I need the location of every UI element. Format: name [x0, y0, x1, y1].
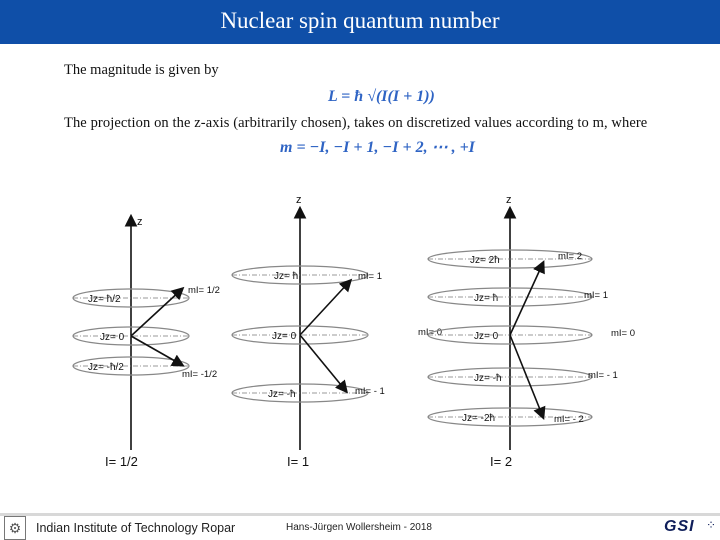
jz-label: Jz= -2ħ: [462, 413, 496, 424]
jz-label: Jz= 2ħ: [470, 255, 500, 266]
jz-label: Jz= ħ: [274, 271, 299, 282]
projection-formula: m = −I, −I + 1, −I + 2, ⋯ , +I: [280, 139, 475, 156]
mi-label: mI= - 2: [554, 414, 584, 425]
mi-label: mI= - 1: [355, 386, 385, 397]
institute-logo-icon: ⚙: [4, 516, 26, 540]
spin-vector: [131, 336, 182, 365]
mi-label: mI= 2: [558, 251, 583, 262]
z-axis-label-1: z: [137, 216, 143, 228]
mi-label: mI= 1/2: [188, 285, 220, 296]
mi-label: mI= 1: [358, 271, 383, 282]
mi-label: mI= -1/2: [182, 369, 218, 380]
jz-label: Jz= 0: [272, 331, 297, 342]
spin-vector: [510, 263, 543, 335]
spin-vector: [131, 289, 182, 336]
jz-label: Jz= 0: [474, 331, 499, 342]
footer-institute: Indian Institute of Technology Ropar: [36, 521, 236, 535]
jz-label: Jz= -ħ: [268, 389, 296, 400]
z-axis-label-3: z: [506, 195, 512, 206]
spin-projection-diagram: [0, 195, 720, 485]
spin-vector: [510, 335, 543, 417]
mi-label: mI= 0: [611, 328, 636, 339]
spin-label-1: I= 1/2: [105, 454, 138, 469]
gsi-logo-dots-icon: ⁘: [706, 518, 717, 532]
footer-author: Hans-Jürgen Wollersheim - 2018: [286, 522, 432, 533]
mi-label: mI= 1: [584, 290, 609, 301]
jz-label: Jz= ħ: [474, 293, 499, 304]
mi-label: mI= - 1: [588, 370, 618, 381]
jz-label: Jz= 0: [100, 332, 125, 343]
magnitude-formula: L = ħ √(I(I + 1)): [328, 88, 435, 105]
z-axis-label-2: z: [296, 195, 302, 206]
jz-label: Jz= -ħ: [474, 373, 502, 384]
spin-label-2: I= 1: [287, 454, 310, 469]
mi-label: mI= 0: [418, 327, 443, 338]
gsi-logo: GSI: [664, 518, 695, 535]
magnitude-text: The magnitude is given by: [64, 62, 219, 78]
footer-divider: [0, 513, 720, 516]
projection-text: The projection on the z-axis (arbitrarily chosen), takes on discretized values according to m, where: [64, 115, 648, 131]
jz-label: Jz= ħ/2: [88, 294, 121, 305]
jz-label: Jz= -ħ/2: [88, 362, 124, 373]
page-title: Nuclear spin quantum number: [220, 8, 500, 33]
spin-label-3: I= 2: [490, 454, 513, 469]
